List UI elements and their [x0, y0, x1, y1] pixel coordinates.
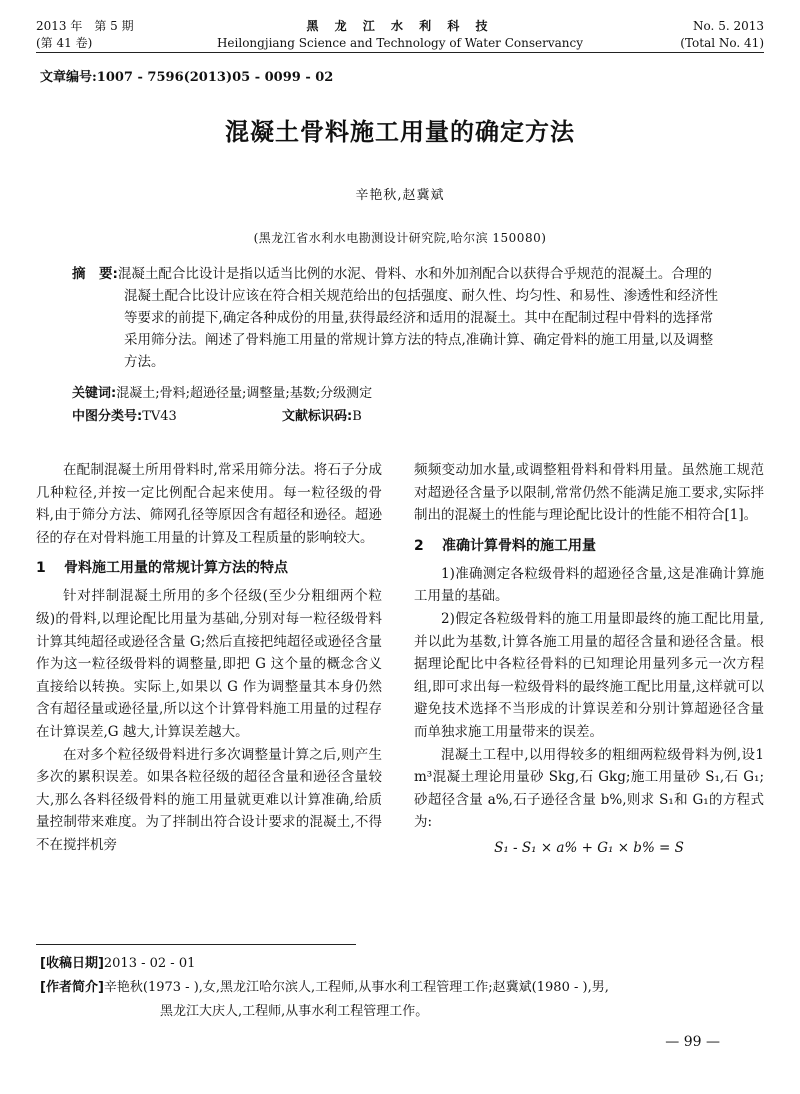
section-2-paragraph-example: 混凝土工程中,以用得较多的粗细两粒级骨料为例,设1 m³混凝土理论用量砂 Skg,石 Gkg;施工用量砂 S₁,石 G₁;砂超径含量 a%,石子逊径含量 b%,则求 S₁和 G₁的方程式为:	[414, 746, 764, 831]
keywords-text: 混凝土;骨料;超逊径量;调整量;基数;分级测定	[116, 386, 373, 401]
received-date: 2013 - 02 - 01	[103, 956, 196, 971]
classification	[72, 406, 177, 428]
section-2-item-1: 1)准确测定各粒级骨料的超逊径含量,这是准确计算施工用量的基础。	[414, 565, 764, 605]
authors: 辛艳秋,赵冀斌	[355, 188, 445, 203]
header-no: No. 5. 2013	[693, 19, 764, 33]
affiliation: (黑龙江省水利水电勘测设计研究院,哈尔滨 150080)	[253, 231, 547, 245]
header-total-no: (Total No. 41)	[680, 36, 764, 50]
author-bio-text: 辛艳秋(1973 - ),女,黑龙江哈尔滨人,工程师,从事水利工程管理工作;赵冀斌(1980 - ),男,	[103, 980, 609, 995]
classification-label: 中图分类号:	[72, 409, 143, 424]
keywords	[72, 383, 722, 405]
journal-name-cn: 黑 龙 江 水 利 科 技	[306, 19, 494, 33]
equation: S₁ - S₁ × a% + G₁ × b% = S	[494, 839, 684, 856]
section-2-title: 准确计算骨料的施工用量	[442, 537, 596, 554]
page-number: — 99 —	[665, 1034, 720, 1050]
section-1-paragraph-2: 在对多个粒径级骨料进行多次调整量计算之后,则产生多次的累积误差。如果各粒径级的超径含量和逊径含量较大,那么各料径级骨料的施工用量就更难以计算准确,给质量控制带来难度。为了拌制出符合设计要求的混凝土,不得不在搅拌机旁	[36, 746, 382, 853]
classification-code: TV43	[142, 409, 177, 424]
footnote-received	[40, 952, 195, 976]
paper-title: 混凝土骨料施工用量的确定方法	[225, 117, 575, 146]
document-code-label: 文献标识码:	[282, 409, 353, 424]
abstract	[72, 263, 722, 373]
journal-name-en: Heilongjiang Science and Technology of Water Conservancy	[216, 36, 584, 50]
keywords-label: 关键词:	[72, 386, 117, 401]
header-rule	[36, 52, 764, 53]
intro-paragraph: 在配制混凝土所用骨料时,常采用筛分法。将石子分成几种粒径,并按一定比例配合起来使用。每一粒径级的骨料,由于筛分方法、筛网孔径等原因含有超径和逊径。超逊径的存在对骨料施工用量的计算及工程质量的影响较大。	[36, 462, 382, 546]
left-column	[36, 459, 382, 857]
section-1-number: 1	[36, 560, 46, 577]
section-2-item-2: 2)假定各粒级骨料的施工用量即最终的施工配比用量,并以此为基数,计算各施工用量的超径含量和逊径含量。根据理论配比中各粒径骨料的已知理论用量列多元一次方程组,即可求出每一粒级骨料的最终施工配比用量,这样就可以避免技术选择不当形成的计算误差和分别计算超逊径含量而单独求施工用量带来的误差。	[414, 610, 764, 740]
header-volume: (第 41 卷)	[36, 36, 93, 50]
footnote-author	[40, 976, 740, 1000]
document-code	[282, 406, 362, 428]
author-bio-label: [作者简介]	[40, 980, 104, 995]
abstract-text: 混凝土配合比设计是指以适当比例的水泥、骨料、水和外加剂配合以获得合乎规范的混凝土。合理的混凝土配合比设计应该在符合相关规范给出的包括强度、耐久性、均匀性、和易性、渗透性和经济性等要求的前提下,确定各种成份的用量,获得最经济和适用的混凝土。其中在配制过程中骨料的选择常采用筛分法。阐述了骨料施工用量的常规计算方法的特点,准确计算、确定骨料的施工用量,以及调整方法。	[117, 266, 718, 370]
abstract-label: 摘 要:	[72, 266, 118, 282]
header-number	[680, 18, 764, 52]
section-1-paragraph-1: 针对拌制混凝土所用的多个径级(至少分粗细两个粒级)的骨料,以理论配比用量为基础,分别对每一粒径级骨料计算其纯超径或逊径含量 G;然后直接把纯超径或逊径含量作为这一粒径级骨料的调整量,即把 G 这个量的概念含义直接给以转换。实际上,如果以 G 作为调整量其本身仍然含有超径量或逊径量,所以这个计算骨料施工用量的过程存在计算误差,G 越大,计算误差越大。	[36, 588, 382, 740]
article-number: 文章编号:1007 - 7596(2013)05 - 0099 - 02	[40, 70, 334, 85]
section-2-heading	[414, 535, 764, 557]
section-1-title: 骨料施工用量的常规计算方法的特点	[64, 560, 288, 577]
continued-paragraph: 频频变动加水量,或调整粗骨料和骨料用量。虽然施工规范对超逊径含量予以限制,常常仍然不能满足施工要求,实际拌制出的混凝土的性能与理论配比设计的性能不相符合[1]。	[414, 462, 764, 524]
document-code-value: B	[352, 409, 362, 424]
right-column	[414, 459, 764, 860]
footnote-rule	[36, 944, 356, 945]
received-label: [收稿日期]	[40, 956, 104, 971]
header-year-issue: 2013 年 第 5 期	[36, 19, 134, 33]
footnote-author-cont: 黑龙江大庆人,工程师,从事水利工程管理工作。	[160, 1004, 429, 1019]
section-1-heading	[36, 557, 382, 579]
section-2-number: 2	[414, 537, 424, 554]
